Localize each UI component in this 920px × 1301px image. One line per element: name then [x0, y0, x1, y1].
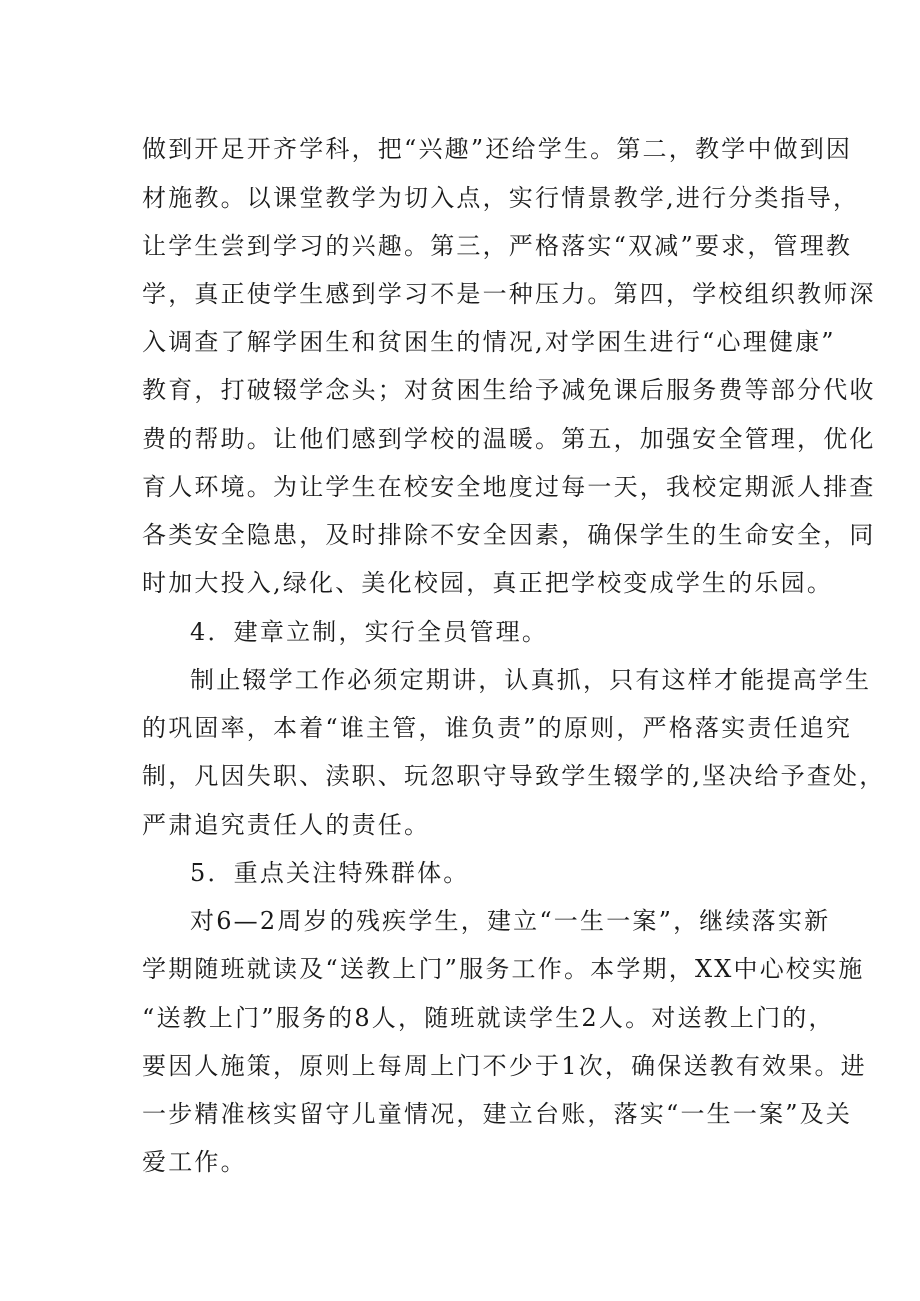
text-line: 学，真正使学生感到学习不是一种压力。第四，学校组织教师深 — [142, 280, 876, 308]
section-heading: 4．建章立制，实行全员管理。 — [190, 618, 549, 646]
text-line: 时加大投入,绿化、美化校园，真正把学校变成学生的乐园。 — [142, 569, 834, 597]
text-line: 育人环境。为让学生在校安全地度过每一天，我校定期派人排查 — [142, 473, 876, 501]
text-line: 教育，打破辍学念头；对贫困生给予减免课后服务费等部分代收 — [142, 376, 876, 404]
text-line: 费的帮助。让他们感到学校的温暖。第五，加强安全管理，优化 — [142, 425, 876, 453]
text-line: 要因人施策，原则上每周上门不少于1次，确保送教有效果。进 — [142, 1052, 867, 1080]
text-line: 让学生尝到学习的兴趣。第三，严格落实“双减”要求，管理教 — [142, 232, 853, 260]
text-line: 各类安全隐患，及时排除不安全因素，确保学生的生命安全，同 — [142, 521, 876, 549]
text-line: “送教上门”服务的8人，随班就读学生2人。对送教上门的， — [142, 1004, 835, 1032]
text-line: 入调查了解学困生和贫困生的情况,对学困生进行“心理健康” — [142, 328, 836, 356]
text-line: 制，凡因失职、渎职、玩忽职守导致学生辍学的,坚决给予查处， — [142, 762, 886, 790]
text-line: 严肃追究责任人的责任。 — [142, 811, 431, 839]
text-line: 材施教。以课堂教学为切入点，实行情景教学,进行分类指导， — [142, 184, 860, 212]
text-line: 做到开足开齐学科，把“兴趣”还给学生。第二，教学中做到因 — [142, 135, 853, 163]
text-line: 学期随班就读及“送教上门”服务工作。本学期，XX中心校实施 — [142, 955, 865, 983]
text-line: 一步精准核实留守儿童情况，建立台账，落实“一生一案”及关 — [142, 1100, 853, 1128]
text-line: 对6—2周岁的残疾学生，建立“一生一案”，继续落实新 — [190, 907, 831, 935]
text-line: 爱工作。 — [142, 1148, 247, 1176]
text-line: 制止辍学工作必须定期讲，认真抓，只有这样才能提高学生 — [190, 666, 872, 694]
text-line: 的巩固率，本着“谁主管，谁负责”的原则，严格落实责任追究 — [142, 714, 853, 742]
section-heading: 5．重点关注特殊群体。 — [190, 859, 470, 887]
